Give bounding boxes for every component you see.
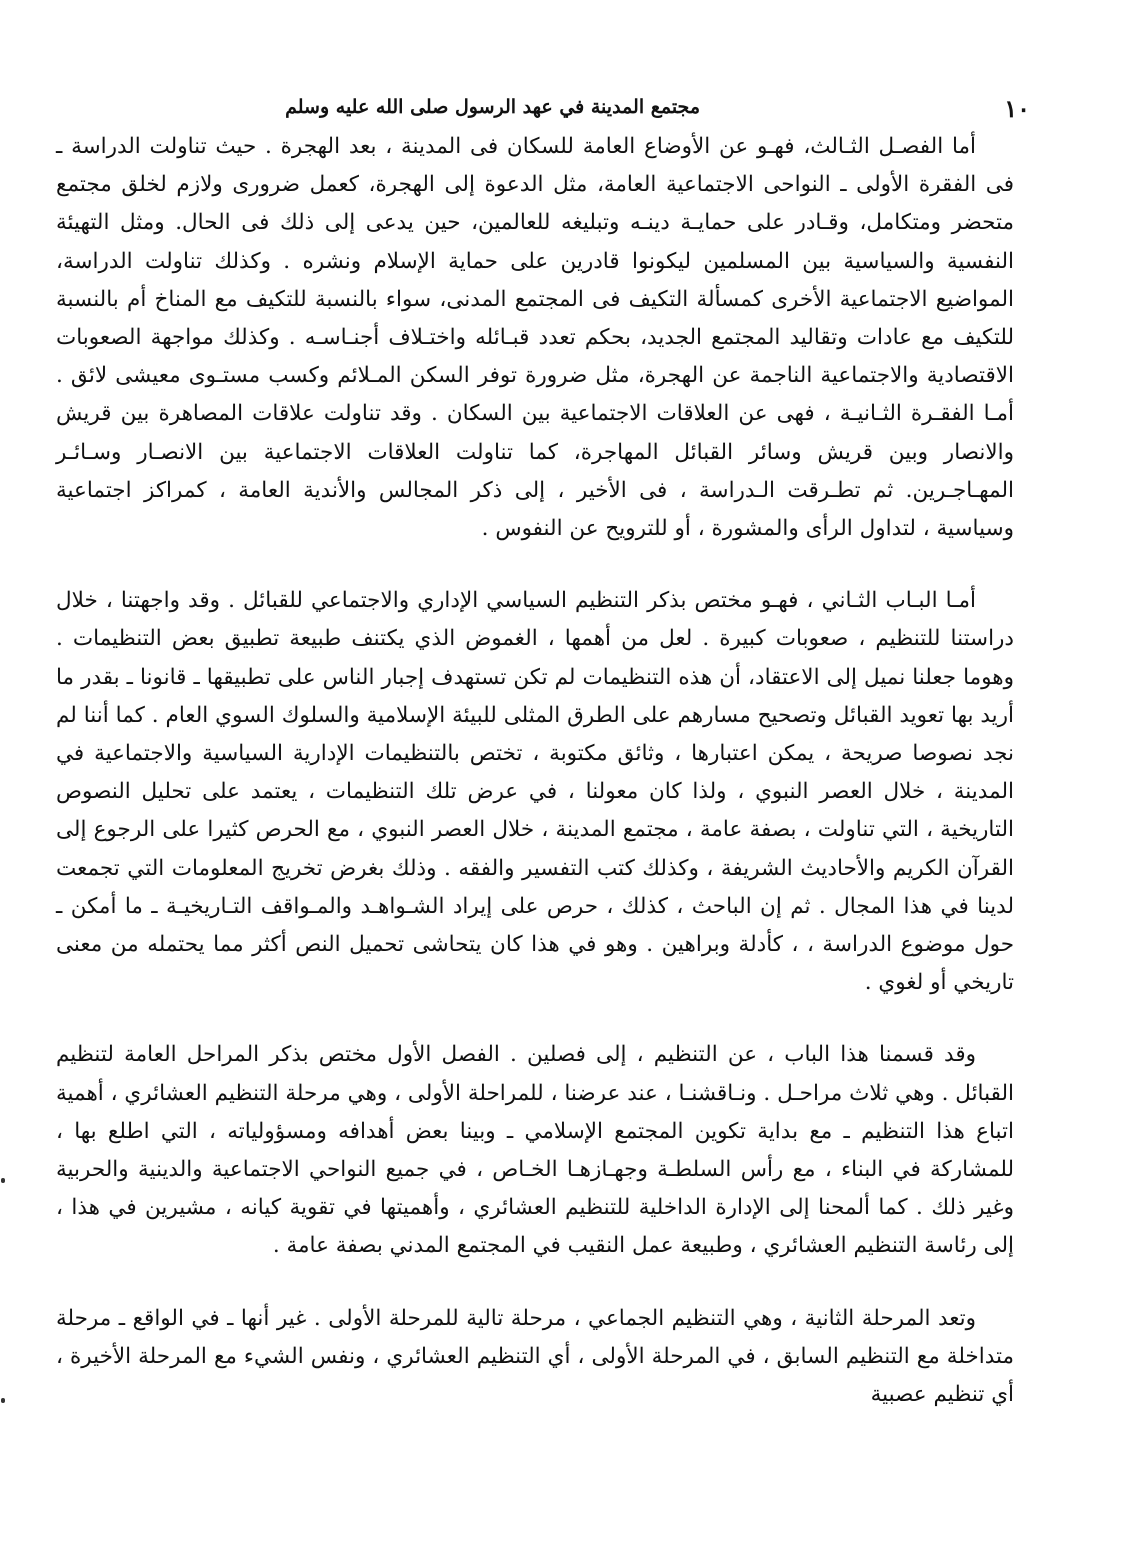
running-title: مجتمع المدينة في عهد الرسول صلى الله عليه وسلم bbox=[285, 96, 700, 118]
running-header bbox=[90, 92, 1030, 128]
paragraph-second-stage: وتعد المرحلة الثانية ، وهي التنظيم الجماعي ، مرحلة تالية للمرحلة الأولى . غير أنها ـ في الواقع ـ مرحلة متداخلة مع التنظيم السابق ، في المرحلة الأولى ، أي التنظيم العشائري ، ونفس الشيء مع المرحلة الأخيرة ، أي تنظيم عصبية bbox=[56, 1305, 1014, 1408]
body-text bbox=[56, 128, 1014, 1414]
paragraph-part-two: أمـا البـاب الثـاني ، فهـو مختص بذكر التنظيم السياسي الإداري والاجتماعي للقبائل . وقد واجهتنا ، خلال دراستنا للتنظيم ، صعوبات كبيرة . لعل من أهمها ، الغموض الذي يكتنف طبيعة تطبيق بعض التنظيمات . وهوما جعلنا نميل إلى الاعتقاد، أن هذه التنظيمات لم تكن تستهدف إجبار الناس على تطبيقها ـ قانونا ـ بقدر ما أريد بها تعويد القبائل وتصحيح مسارهم على الطرق المثلى للبيئة الإسلامية والسلوك السوي العام . كما أننا لم نجد نصوصا صريحة ، يمكن اعتبارها ، وثائق مكتوبة ، تختص بالتنظيمات الإدارية السياسية والاجتماعية في المدينة ، خلال العصر النبوي ، ولذا كان معولنا ، في عرض تلك التنظيمات ، يعتمد على تحليل النصوص التاريخية ، التي تناولت ، بصفة عامة ، مجتمع المدينة ، خلال العصر النبوي ، مع الحرص كثيرا على الرجوع إلى القرآن الكريم والأحاديث الشريفة ، وكذلك كتب التفسير والفقه . وذلك بغرض تخريج المعلومات التي تجمعت لدينا في هذا المجال . ثم إن الباحث ، كذلك ، حرص على إيراد الشـواهـد والمـواقف التـاريخيـة ـ ما أمكن ـ حول موضوع الدراسة ، ، كأدلة وبراهين . وهو في هذا كان يتحاشى تحميل النص أكثر مما يحتمله من معنى تاريخي أو لغوي . bbox=[56, 588, 1014, 996]
paragraph-chapter-three: أما الفصـل الثـالث، فهـو عن الأوضاع العامة للسكان فى المدينة ، بعد الهجرة . حيث تناولت الدراسة ـ فى الفقرة الأولى ـ النواحى الاجتماعية العامة، مثل الدعوة إلى الهجرة، كعمل ضرورى ولازم لخلق مجتمع متحضر ومتكامل، وقـادر على حمايـة دينـه وتبليغه للعالمين، حين يدعى إلى ذلك فى الحال. ومثل التهيئة النفسية والسياسية بين المسلمين ليكونوا قادرين على حماية الإسلام ونشره . وكذلك تناولت الدراسة، المواضيع الاجتماعية الأخرى كمسألة التكيف فى المجتمع المدنى، سواء بالنسبة للتكيف مع المناخ أم بالنسبة للتكيف مع عادات وتقاليد المجتمع الجديد، بحكم تعدد قبـائله واختـلاف أجنـاسـه . وكذلك مواجهة الصعوبات الاقتصادية والاجتماعية الناجمة عن الهجرة، مثل ضرورة توفر السكن المـلائم وكسب مستـوى معيشى لائق . أمـا الفقـرة الثـانيـة ، فهى عن العلاقات الاجتماعية بين السكان . وقد تناولت علاقات المصاهرة بين قريش والانصار وبين قريش وسائر القبائل المهاجرة، كما تناولت العلاقات الاجتماعية بين الانصـار وسـائـر المهـاجـرين. ثم تطـرقت الـدراسة ، فى الأخير ، إلى ذكر المجالس والأندية العامة ، كمراكز اجتماعية وسياسية ، لتداول الرأى والمشورة ، أو للترويح عن النفوس . bbox=[56, 134, 1014, 542]
scan-mark bbox=[1, 1178, 5, 1183]
scan-mark bbox=[1, 1398, 5, 1403]
paragraph-part-division: وقد قسمنا هذا الباب ، عن التنظيم ، إلى فصلين . الفصل الأول مختص بذكر المراحل العامة لتنظيم القبائل . وهي ثلاث مراحـل . ونـاقشنـا ، عند عرضنا ، للمراحلة الأولى ، وهي مرحلة التنظيم العشائري ، أهمية اتباع هذا التنظيم ـ مع بداية تكوين المجتمع الإسلامي ـ وبينا بعض أهدافه ومسؤولياته ، التي اطلع بها ، للمشاركة في البناء ، مع رأس السلطـة وجهـازهـا الخـاص ، في جميع النواحي الاجتماعية والدينية والحربية وغير ذلك . كما ألمحنا إلى الإدارة الداخلية للتنظيم العشائري ، وأهميتها في تقوية كيانه ، مشيرين في هذا ، إلى رئاسة التنظيم العشائري ، وطبيعة عمل النقيب في المجتمع المدني بصفة عامة . bbox=[56, 1042, 1014, 1259]
page-number: ١٠ bbox=[1004, 94, 1030, 123]
